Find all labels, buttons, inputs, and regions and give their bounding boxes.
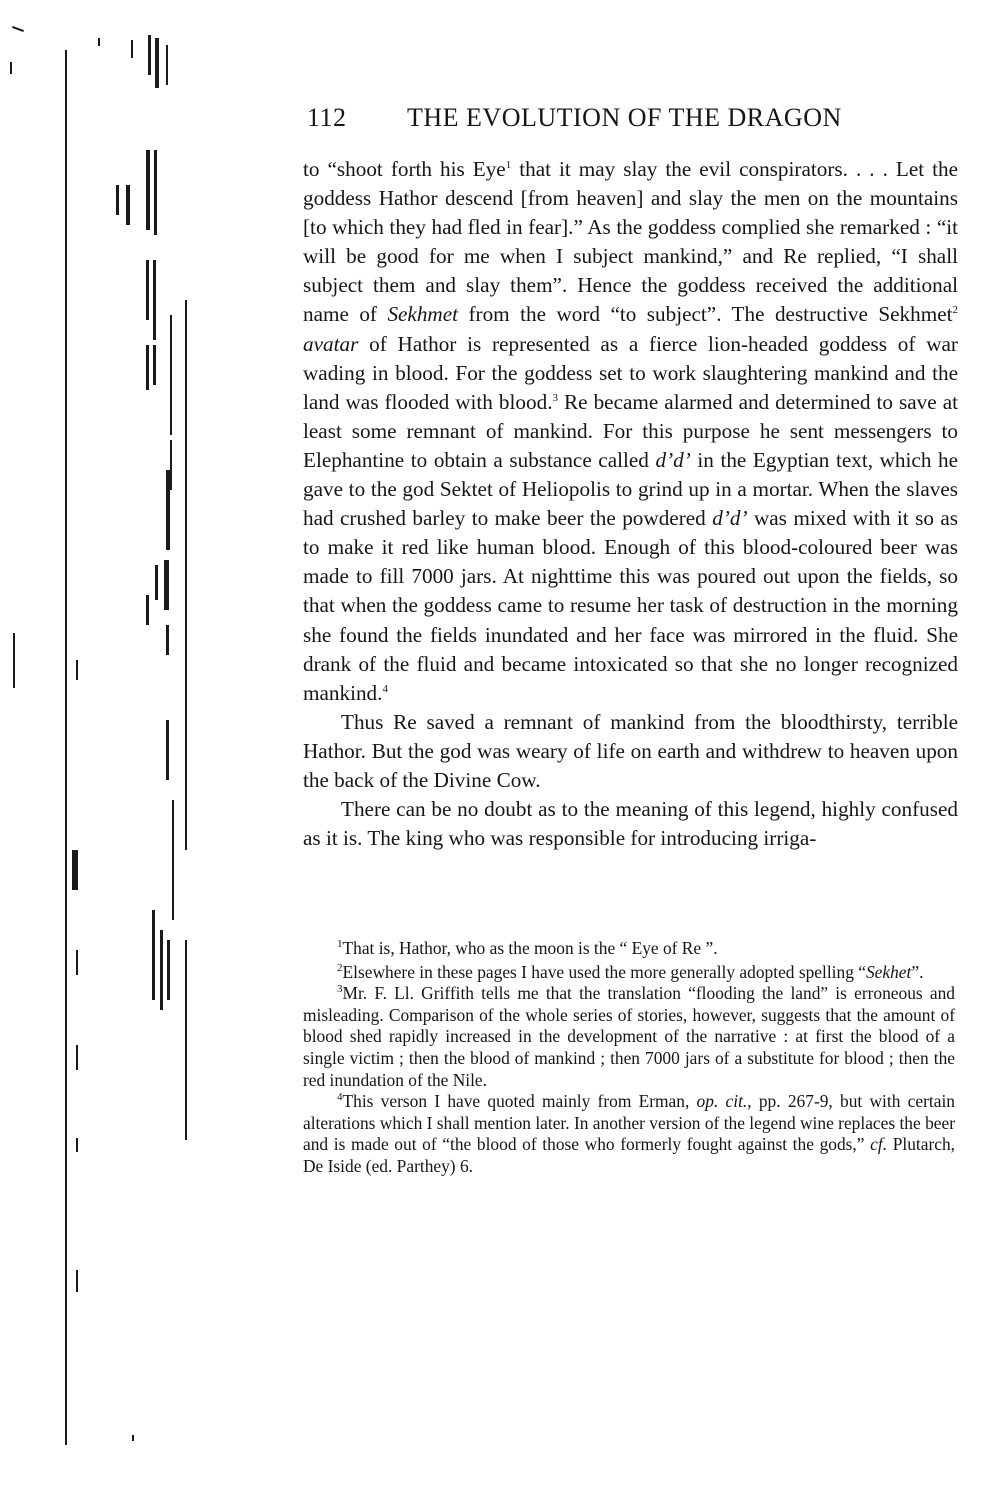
body-text — [303, 155, 958, 853]
footnote-ref-1: 1 — [505, 158, 512, 171]
scan-mark — [146, 260, 149, 320]
scan-mark — [166, 45, 168, 85]
scan-mark — [185, 940, 187, 1140]
scan-mark — [146, 150, 150, 230]
footnote-number: 2 — [337, 961, 343, 974]
scan-mark — [155, 38, 159, 88]
scan-mark — [185, 300, 187, 850]
footnote-ref-2: 2 — [952, 304, 958, 317]
body-paragraph-1: to “shoot forth his Eye$^1$ that it may slay the evil conspirators. . . . Let the goddess Hathor descend [from heaven] and slay the men on the mountains [to which they had fled in fear].” As the goddess complied she remarked : “it will be good for me when I subject mankind,” and Re replied, “I shall subject them and slay them”. Hence the goddess received the additional name of Sekhmet from the word “to subject”. The destructive Sekhmet$^2$ avatar of Hathor is represented as a fierce lion-headed goddess of war wading in blood. For the goddess set to work slaughtering mankind and the land was flooded with blood.$^3$ Re became alarmed and determined to save at least some remnant of mankind. For this purpose he sent messengers to Elephantine to obtain a substance called d’d’ in the Egyptian text, which he gave to the god Sektet of Heliopolis to grind up in a mortar. When the slaves had crushed barley to make beer the powdered d’d’ was mixed with it so as to make it red like human blood. Enough of this blood-coloured beer was made to fill 7000 jars. At nighttime this was poured out upon the fields, so that when the goddess came to resume her task of destruction in the morning she found the fields inundated and her face was mirrored in the fluid. She drank of the fluid and became intoxicated so that she no longer recognized mankind.$^4$ — [303, 157, 959, 705]
scan-mark — [170, 440, 172, 490]
scan-mark — [76, 950, 78, 975]
footnote-1: $^1$That is, Hathor, who as the moon is the “ Eye of Re ”. — [337, 938, 718, 958]
scan-mark — [131, 40, 133, 58]
scan-mark — [155, 565, 158, 600]
body-paragraph-3: There can be no doubt as to the meaning of this legend, highly confused as it is. The king who was responsible for introducing irriga- — [303, 797, 958, 851]
scan-mark — [146, 345, 149, 390]
scan-mark — [148, 35, 151, 75]
scan-mark — [132, 1435, 134, 1441]
scan-mark — [116, 185, 119, 215]
footnotes — [303, 938, 955, 1178]
scan-mark — [160, 930, 163, 1010]
scan-mark — [172, 800, 174, 920]
scan-mark — [166, 720, 169, 780]
page-number: 112 — [307, 103, 347, 132]
scan-mark — [170, 315, 172, 435]
footnote-3: $^3$Mr. F. Ll. Griffith tells me that the translation “flooding the land” is erroneous and misleading. Comparison of the whole series of stories, however, suggests that the amount of blood shed rapidly increased in the development of the narrative : at first the blood of a single victim ; then the blood of mankind ; then 7000 jars of a substitute for blood ; then the red inundation of the Nile. — [303, 983, 955, 1090]
scan-mark — [76, 1270, 78, 1292]
footnote-number: 4 — [337, 1091, 343, 1104]
footnote-number: 1 — [337, 938, 343, 951]
scan-mark — [76, 660, 78, 680]
page-header — [307, 103, 907, 139]
scan-mark — [12, 26, 24, 32]
scan-mark — [76, 1045, 78, 1070]
scan-mark — [166, 625, 169, 655]
footnote-ref-3: 3 — [552, 391, 558, 404]
scan-mark — [10, 62, 12, 74]
scan-mark — [153, 260, 156, 340]
scan-mark — [152, 910, 155, 1000]
scan-mark — [126, 185, 130, 225]
scan-mark — [76, 1138, 78, 1152]
scan-mark — [164, 560, 169, 610]
binding-edge-line — [65, 50, 67, 1445]
scan-mark — [98, 38, 100, 46]
scan-mark — [146, 595, 149, 625]
running-title: THE EVOLUTION OF THE DRAGON — [407, 103, 842, 132]
scan-mark — [154, 150, 157, 235]
footnote-4: $^4$This verson I have quoted mainly from Erman, op. cit., pp. 267-9, but with certain alterations which I shall mention later. In another version of the legend wine replaces the beer and is made out of “the blood of those who formerly fought against the gods,” cf. Plutarch, De Iside (ed. Parthey) 6. — [303, 1091, 955, 1176]
footnote-2: $^2$Elsewhere in these pages I have used the more generally adopted spelling “Sekhet”. — [337, 961, 924, 982]
body-paragraph-2: Thus Re saved a remnant of mankind from the bloodthirsty, terrible Hathor. But the god was weary of life on earth and withdrew to heaven upon the back of the Divine Cow. — [303, 709, 958, 792]
scan-mark — [166, 470, 170, 550]
scan-mark — [13, 633, 15, 688]
footnote-ref-4: 4 — [382, 682, 388, 695]
scan-mark — [167, 940, 170, 1000]
footnote-number: 3 — [337, 983, 343, 996]
scan-mark — [153, 345, 156, 385]
scan-mark — [72, 850, 78, 890]
